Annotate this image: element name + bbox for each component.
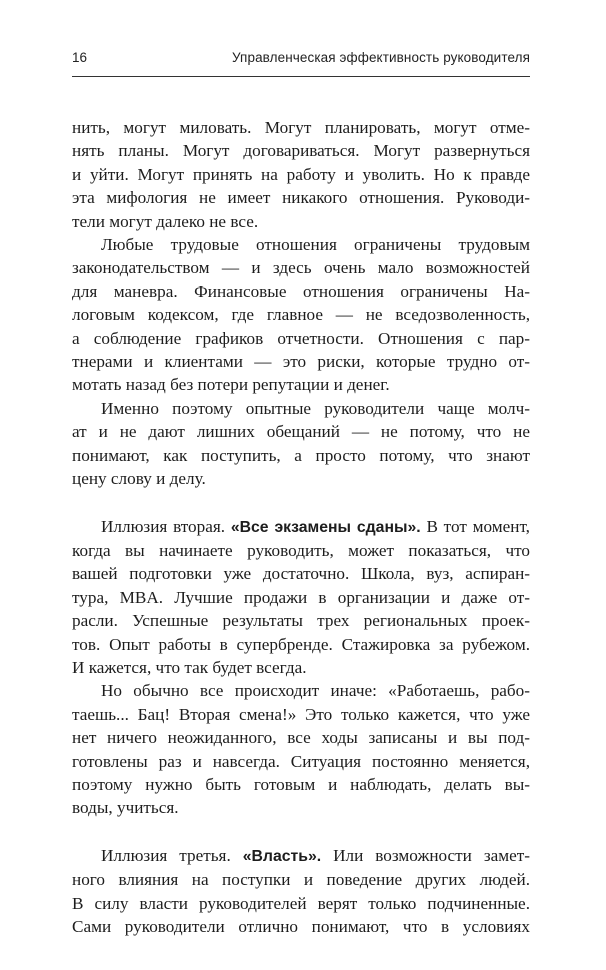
text-line: логовым кодексом, где главное — не вседозволенность, [72, 305, 530, 325]
paragraph [72, 844, 530, 939]
illusion-title: «Власть». [242, 847, 322, 865]
text-line: тели могут далеко не все. [72, 211, 259, 231]
text-line: воды, учиться. [72, 798, 179, 818]
text-line: И кажется, что так будет всегда. [72, 657, 307, 677]
illusion-tail: Или возможности замет- [321, 845, 531, 865]
text-line: Любые трудовые отношения ограничены трудовым [101, 235, 530, 255]
text-line: нять планы. Могут договариваться. Могут развернуться [72, 141, 530, 161]
text-line: мотать назад без потери репутации и денег. [72, 375, 390, 395]
text-line: эта мифология не имеет никакого отношения. Руководи- [72, 188, 530, 208]
text-line: а соблюдение графиков отчетности. Отношения с пар- [72, 328, 530, 348]
paragraph [72, 116, 530, 233]
header-rule [72, 76, 530, 77]
text-line: нет ничего неожиданного, все ходы записаны и вы под- [72, 728, 530, 748]
paragraph [72, 515, 530, 680]
text-line: цену слову и делу. [72, 469, 206, 489]
text-line [72, 844, 530, 868]
text-line: готовлены раз и навсегда. Ситуация постоянно меняется, [72, 751, 530, 771]
paragraph [72, 397, 530, 491]
illusion-lead: Иллюзия вторая. [101, 516, 231, 536]
text-line: поэтому нужно быть готовым и наблюдать, делать вы- [72, 774, 530, 794]
running-header [72, 50, 530, 72]
text-line: нить, могут миловать. Могут планировать, могут отме- [72, 118, 530, 137]
text-line: В силу власти руководителей верят только подчиненные. [72, 893, 530, 913]
text-line: Сами руководители отлично понимают, что в условиях [72, 917, 530, 936]
text-line: для маневра. Финансовые отношения ограничены На- [72, 281, 530, 301]
text-line: тов. Опыт работы в супербренде. Стажировка за рубежом. [72, 634, 530, 654]
text-line: Именно поэтому опытные руководители чаще молч- [101, 398, 530, 418]
page-body [72, 116, 530, 938]
text-line: понимают, как поступить, а просто потому, что знают [72, 445, 530, 465]
text-line: вашей подготовки уже достаточно. Школа, вуз, аспиран- [72, 564, 530, 584]
text-line: Но обычно все происходит иначе: «Работаешь, рабо- [101, 681, 530, 701]
text-line: тнерами и клиентами — это риски, которые трудно от- [72, 352, 530, 372]
text-line: тура, MBA. Лучшие продажи в организации и даже от- [72, 587, 530, 607]
section-gap [72, 491, 530, 515]
section-gap [72, 820, 530, 844]
page-number: 16 [72, 50, 88, 65]
text-line: когда вы начинаете руководить, может показаться, что [72, 540, 530, 560]
paragraph [72, 679, 530, 819]
text-line: ат и не дают лишних обещаний — не потому, что не [72, 422, 530, 442]
text-line: законодательством — и здесь очень мало возможностей [72, 258, 530, 278]
text-line: ного влияния на поступки и поведение других людей. [72, 870, 530, 890]
paragraph [72, 233, 530, 397]
text-line: таешь... Бац! Вторая смена!» Это только кажется, что уже [72, 704, 530, 724]
illusion-lead: Иллюзия третья. [101, 845, 243, 865]
illusion-tail: В тот момент, [420, 516, 530, 536]
running-title: Управленческая эффективность руководителя [231, 50, 530, 65]
text-line: расли. Успешные результаты трех региональных проек- [72, 611, 530, 631]
text-line: и уйти. Могут принять на работу и уволить. Но к правде [72, 164, 530, 184]
illusion-title: «Все экзамены сданы». [230, 518, 421, 536]
text-line [72, 515, 530, 539]
